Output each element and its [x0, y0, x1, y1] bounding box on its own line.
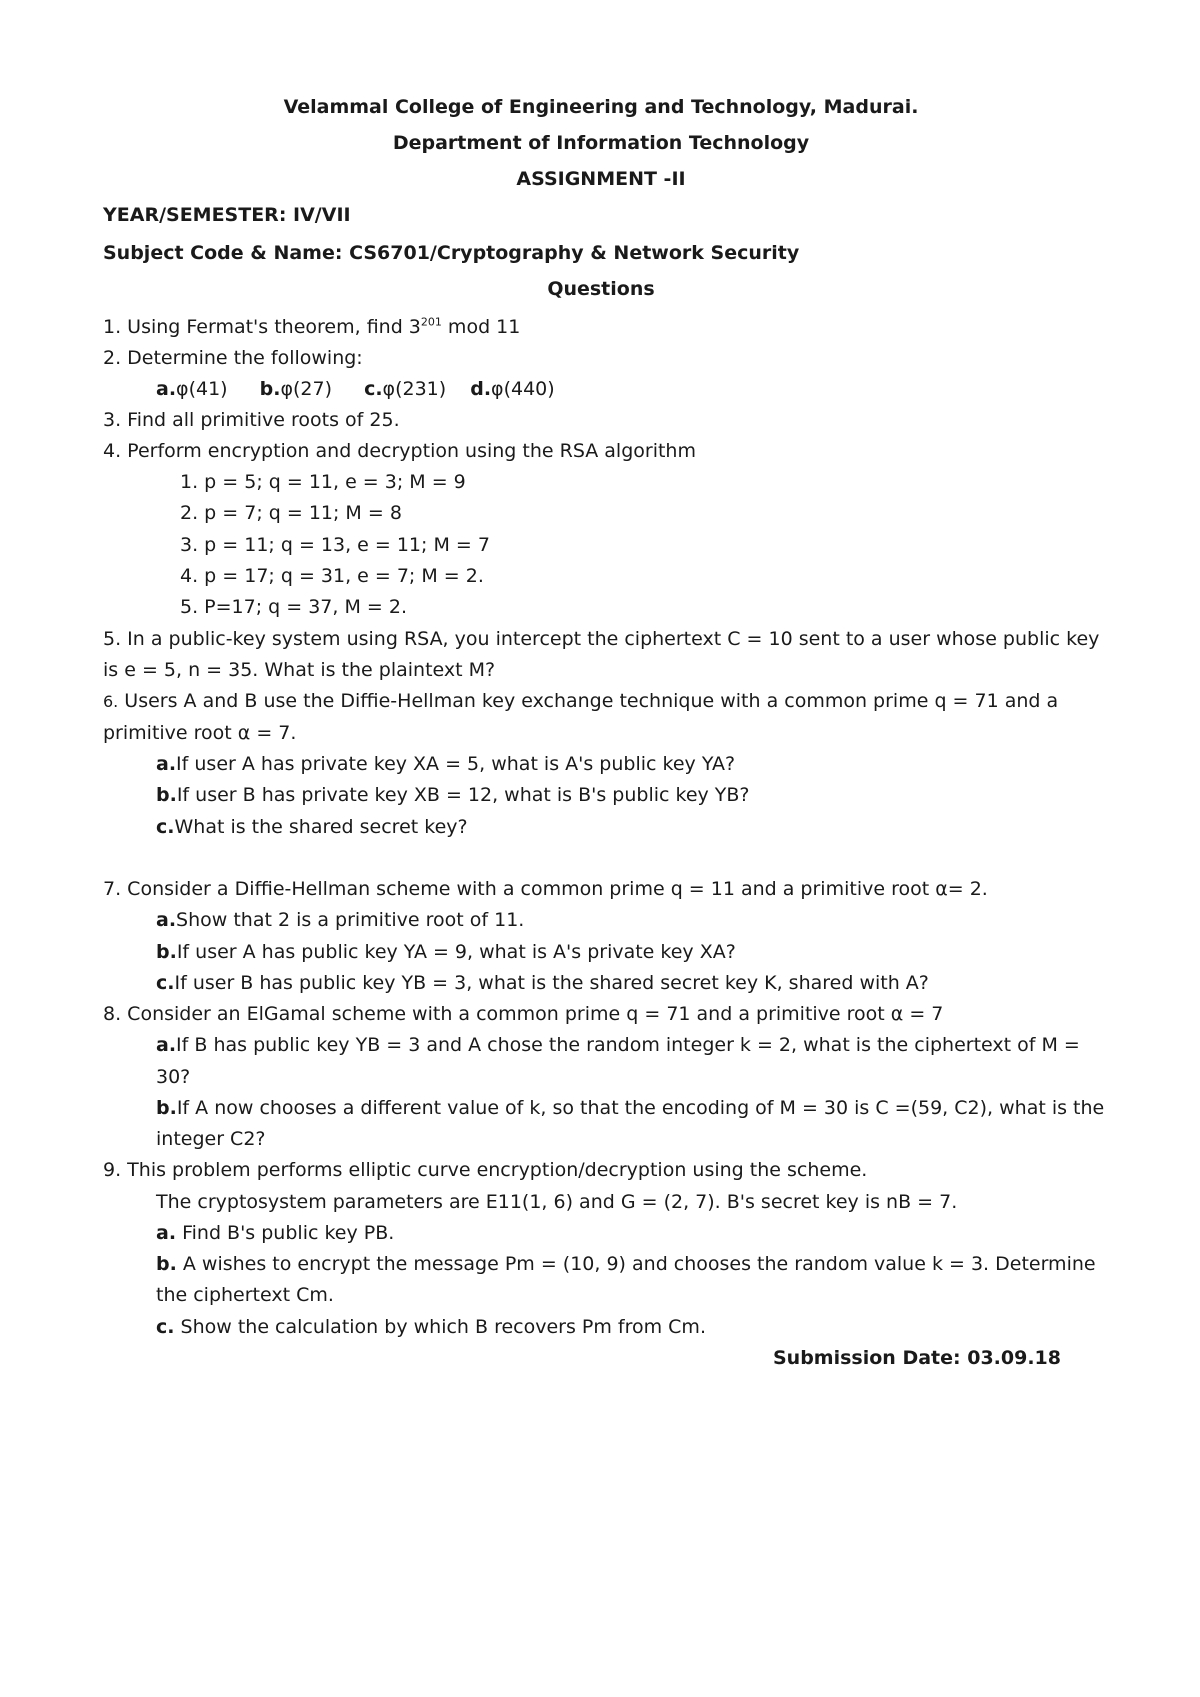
rsa-item-4: 4. p = 17; q = 31, e = 7; M = 2. — [180, 565, 484, 587]
question-8: 8. Consider an ElGamal scheme with a common prime q = 71 and a primitive root α = 7 — [103, 1003, 944, 1025]
questions-heading: Questions — [547, 278, 655, 300]
subject-line: Subject Code & Name: CS6701/Cryptography & Network Security — [103, 242, 800, 264]
question-9c: c. Show the calculation by which B recovers Pm from Cm. — [156, 1316, 706, 1338]
question-9-parameters: The cryptosystem parameters are E11(1, 6) and G = (2, 7). B's secret key is nB = 7. — [156, 1191, 958, 1213]
question-6c: c.What is the shared secret key? — [156, 816, 468, 838]
question-7: 7. Consider a Diffie-Hellman scheme with a common prime q = 11 and a primitive root α= 2. — [103, 878, 988, 900]
question-1: 1. Using Fermat's theorem, find $3^{201}$ mod 11 — [103, 315, 521, 338]
assignment-title: ASSIGNMENT -II — [516, 168, 686, 190]
rsa-item-2: 2. p = 7; q = 11; M = 8 — [180, 502, 402, 524]
department-name: Department of Information Technology — [392, 132, 810, 154]
question-7b: b.If user A has public key YA = 9, what is A's private key XA? — [156, 941, 736, 963]
question-7a: a.Show that 2 is a primitive root of 11. — [156, 909, 525, 931]
question-6-line-2: primitive root α = 7. — [103, 722, 297, 744]
question-8a-line-2: 30? — [156, 1066, 191, 1088]
question-8a-line-1: a.If B has public key YB = 3 and A chose the random integer k = 2, what is the ciphertext of M = — [156, 1034, 1080, 1056]
question-4: 4. Perform encryption and decryption using the RSA algorithm — [103, 440, 696, 462]
rsa-item-1: 1. p = 5; q = 11, e = 3; M = 9 — [180, 471, 466, 493]
college-name: Velammal College of Engineering and Technology, Madurai. — [283, 96, 919, 118]
question-6a: a.If user A has private key XA = 5, what is A's public key YA? — [156, 753, 736, 775]
question-7c: c.If user B has public key YB = 3, what is the shared secret key K, shared with A? — [156, 972, 929, 994]
question-5-line-1: 5. In a public-key system using RSA, you intercept the ciphertext C = 10 sent to a user whose public key — [103, 628, 1100, 650]
question-9a: a. Find B's public key PB. — [156, 1222, 395, 1244]
question-3: 3. Find all primitive roots of 25. — [103, 409, 400, 431]
question-2: 2. Determine the following: — [103, 347, 363, 369]
rsa-item-5: 5. P=17; q = 37, M = 2. — [180, 596, 407, 618]
submission-date: Submission Date: 03.09.18 — [773, 1347, 1061, 1369]
question-9: 9. This problem performs elliptic curve encryption/decryption using the scheme. — [103, 1159, 868, 1181]
question-5-line-2: is e = 5, n = 35. What is the plaintext M? — [103, 659, 496, 681]
year-semester: YEAR/SEMESTER: IV/VII — [103, 204, 351, 226]
question-6b: b.If user B has private key XB = 12, what is B's public key YB? — [156, 784, 750, 806]
question-2-parts: a.φ(41) b.φ(27) c.φ(231) d.φ(440) — [156, 378, 555, 400]
question-6-line-1: 6. Users A and B use the Diffie-Hellman key exchange technique with a common prime q = 71 and a — [103, 690, 1059, 712]
rsa-item-3: 3. p = 11; q = 13, e = 11; M = 7 — [180, 534, 490, 556]
question-8b-line-1: b.If A now chooses a different value of k, so that the encoding of M = 30 is C =(59, C2), what is the — [156, 1097, 1105, 1119]
question-9b-line-1: b. A wishes to encrypt the message Pm = (10, 9) and chooses the random value k = 3. Determine — [156, 1253, 1096, 1275]
question-8b-line-2: integer C2? — [156, 1128, 266, 1150]
question-9b-line-2: the ciphertext Cm. — [156, 1284, 334, 1306]
